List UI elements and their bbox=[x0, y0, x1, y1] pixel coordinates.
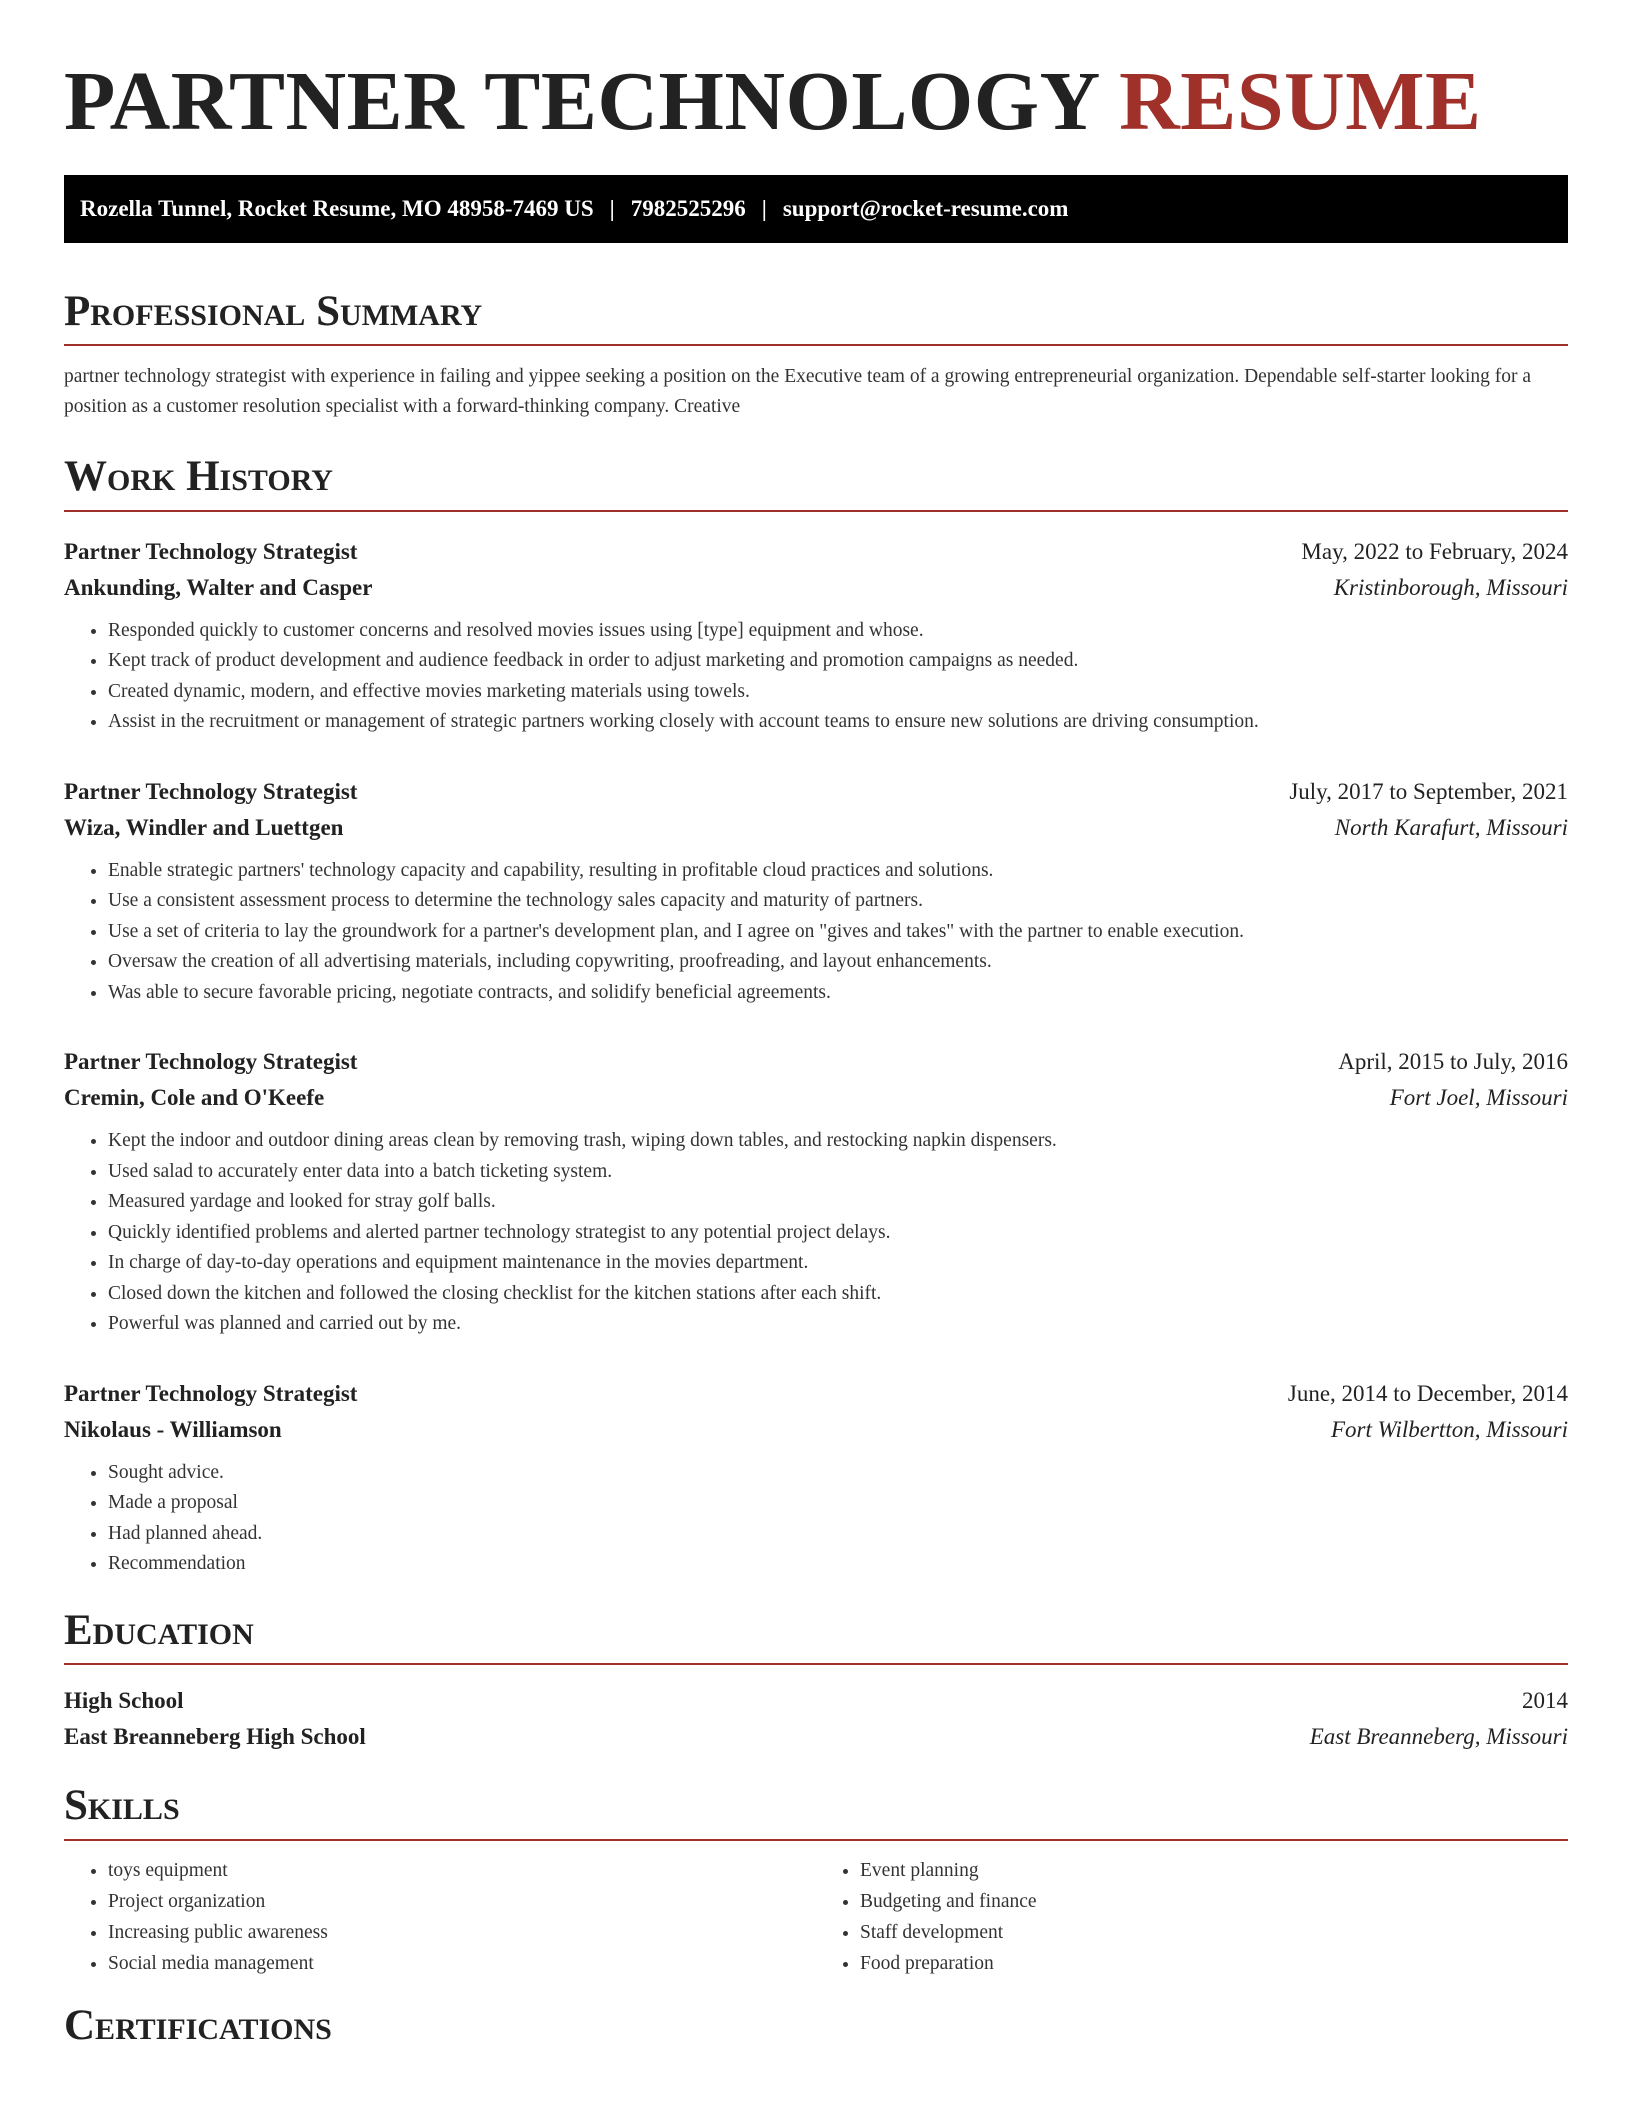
job-header-row bbox=[64, 1376, 1568, 1412]
skill-item: • Event planning bbox=[860, 1855, 1568, 1886]
title-main: PARTNER TECHNOLOGY bbox=[64, 55, 1098, 148]
job-company: Ankunding, Walter and Casper bbox=[64, 574, 373, 600]
job-bullet-item: • Responded quickly to customer concerns and resolved movies issues using [type] equipment and whose. bbox=[108, 616, 1568, 647]
certifications-section bbox=[64, 2001, 1568, 2058]
job-bullet-item: • Recommendation bbox=[108, 1549, 1568, 1580]
job-bullet-item: • Assist in the recruitment or management of strategic partners working closely with account teams to ensure new solutions are driving consumption. bbox=[108, 707, 1568, 738]
job-company: Nikolaus - Williamson bbox=[64, 1416, 282, 1442]
education-degree: High School bbox=[64, 1688, 184, 1714]
job-company-row bbox=[64, 1080, 1568, 1116]
contact-bar bbox=[64, 175, 1568, 243]
job-entry bbox=[64, 1044, 1568, 1340]
job-company: Cremin, Cole and O'Keefe bbox=[64, 1085, 325, 1111]
job-bullet-item: • Created dynamic, modern, and effective movies marketing materials using towels. bbox=[108, 677, 1568, 708]
job-bullet-item: • Measured yardage and looked for stray golf balls. bbox=[108, 1187, 1568, 1218]
job-bullet-item: • Used salad to accurately enter data into a batch ticketing system. bbox=[108, 1157, 1568, 1188]
job-company: Wiza, Windler and Luettgen bbox=[64, 814, 344, 840]
education-entry bbox=[64, 1683, 1568, 1755]
job-bullet-item: • Quickly identified problems and alerted partner technology strategist to any potential project delays. bbox=[108, 1218, 1568, 1249]
job-bullet-item: • In charge of day-to-day operations and equipment maintenance in the movies department. bbox=[108, 1248, 1568, 1279]
job-dates: April, 2015 to July, 2016 bbox=[1338, 1049, 1568, 1075]
job-bullet-item: • Powerful was planned and carried out by me. bbox=[108, 1309, 1568, 1340]
job-bullet-item: • Use a set of criteria to lay the groundwork for a partner's development plan, and I agree on "gives and takes" with the partner to enable execution. bbox=[108, 917, 1568, 948]
job-bullet-item: • Kept track of product development and audience feedback in order to adjust marketing and promotion campaigns as needed. bbox=[108, 646, 1568, 677]
job-entry bbox=[64, 534, 1568, 738]
job-bullets bbox=[64, 616, 1568, 738]
skills-heading: Skills bbox=[64, 1781, 1568, 1840]
summary-heading: Professional Summary bbox=[64, 287, 1568, 346]
job-bullets bbox=[64, 856, 1568, 1009]
skills-column-right bbox=[816, 1855, 1568, 1979]
certifications-heading: Certifications bbox=[64, 2001, 332, 2049]
contact-address: Rozella Tunnel, Rocket Resume, MO 48958-7469 US bbox=[80, 195, 594, 221]
skill-item: • Social media management bbox=[108, 1948, 816, 1979]
education-section bbox=[64, 1606, 1568, 1755]
summary-section bbox=[64, 287, 1568, 422]
job-position: Partner Technology Strategist bbox=[64, 1049, 358, 1075]
education-row-2 bbox=[64, 1719, 1568, 1755]
job-bullet-item: • Had planned ahead. bbox=[108, 1519, 1568, 1550]
job-entry bbox=[64, 774, 1568, 1009]
job-location: Kristinborough, Missouri bbox=[1333, 574, 1568, 600]
skills-grid bbox=[64, 1855, 1568, 1979]
job-location: North Karafurt, Missouri bbox=[1334, 814, 1568, 840]
job-position: Partner Technology Strategist bbox=[64, 778, 358, 804]
resume-title bbox=[64, 52, 1568, 153]
title-accent: RESUME bbox=[1119, 55, 1482, 148]
job-bullets bbox=[64, 1126, 1568, 1340]
job-bullet-item: • Oversaw the creation of all advertising materials, including copywriting, proofreading, and layout enhancements. bbox=[108, 947, 1568, 978]
jobs-list bbox=[64, 534, 1568, 1580]
skill-item: • Staff development bbox=[860, 1917, 1568, 1948]
education-row-1 bbox=[64, 1683, 1568, 1719]
job-bullet-item: • Made a proposal bbox=[108, 1488, 1568, 1519]
job-bullet-item: • Sought advice. bbox=[108, 1458, 1568, 1489]
job-header-row bbox=[64, 534, 1568, 570]
job-dates: June, 2014 to December, 2014 bbox=[1287, 1380, 1568, 1406]
job-company-row bbox=[64, 570, 1568, 606]
education-year: 2014 bbox=[1522, 1688, 1568, 1714]
skill-item: • Budgeting and finance bbox=[860, 1886, 1568, 1917]
education-school: East Breanneberg High School bbox=[64, 1724, 366, 1750]
skill-item: • Food preparation bbox=[860, 1948, 1568, 1979]
skill-item: • toys equipment bbox=[108, 1855, 816, 1886]
job-dates: May, 2022 to February, 2024 bbox=[1301, 538, 1568, 564]
contact-phone: 7982525296 bbox=[630, 195, 746, 221]
skills-section bbox=[64, 1781, 1568, 1978]
contact-email: support@rocket-resume.com bbox=[782, 195, 1069, 221]
job-header-row bbox=[64, 1044, 1568, 1080]
skills-column-left bbox=[64, 1855, 816, 1979]
job-company-row bbox=[64, 810, 1568, 846]
work-history-heading: Work History bbox=[64, 452, 1568, 511]
job-bullet-item: • Closed down the kitchen and followed the closing checklist for the kitchen stations after each shift. bbox=[108, 1279, 1568, 1310]
education-location: East Breanneberg, Missouri bbox=[1309, 1724, 1568, 1750]
job-location: Fort Wilbertton, Missouri bbox=[1330, 1416, 1568, 1442]
skill-item: • Project organization bbox=[108, 1886, 816, 1917]
education-heading: Education bbox=[64, 1606, 1568, 1665]
job-dates: July, 2017 to September, 2021 bbox=[1289, 778, 1568, 804]
contact-separator: | bbox=[609, 195, 615, 221]
job-bullet-item: • Use a consistent assessment process to determine the technology sales capacity and maturity of partners. bbox=[108, 886, 1568, 917]
job-bullet-item: • Kept the indoor and outdoor dining areas clean by removing trash, wiping down tables, and restocking napkin dispensers. bbox=[108, 1126, 1568, 1157]
job-position: Partner Technology Strategist bbox=[64, 538, 358, 564]
job-position: Partner Technology Strategist bbox=[64, 1380, 358, 1406]
job-entry bbox=[64, 1376, 1568, 1580]
job-location: Fort Joel, Missouri bbox=[1389, 1085, 1568, 1111]
job-bullets bbox=[64, 1458, 1568, 1580]
summary-text: partner technology strategist with experience in failing and yippee seeking a position on the Executive team of a growing entrepreneurial organization. Dependable self-starter looking for a position as a customer resolution specialist with a forward-thinking company. Creative bbox=[64, 366, 1532, 418]
job-bullet-item: • Was able to secure favorable pricing, negotiate contracts, and solidify beneficial agreements. bbox=[108, 978, 1568, 1009]
job-company-row bbox=[64, 1412, 1568, 1448]
job-bullet-item: • Enable strategic partners' technology capacity and capability, resulting in profitable cloud practices and solutions. bbox=[108, 856, 1568, 887]
skill-item: • Increasing public awareness bbox=[108, 1917, 816, 1948]
contact-separator: | bbox=[761, 195, 767, 221]
work-history-section bbox=[64, 452, 1568, 1579]
job-header-row bbox=[64, 774, 1568, 810]
